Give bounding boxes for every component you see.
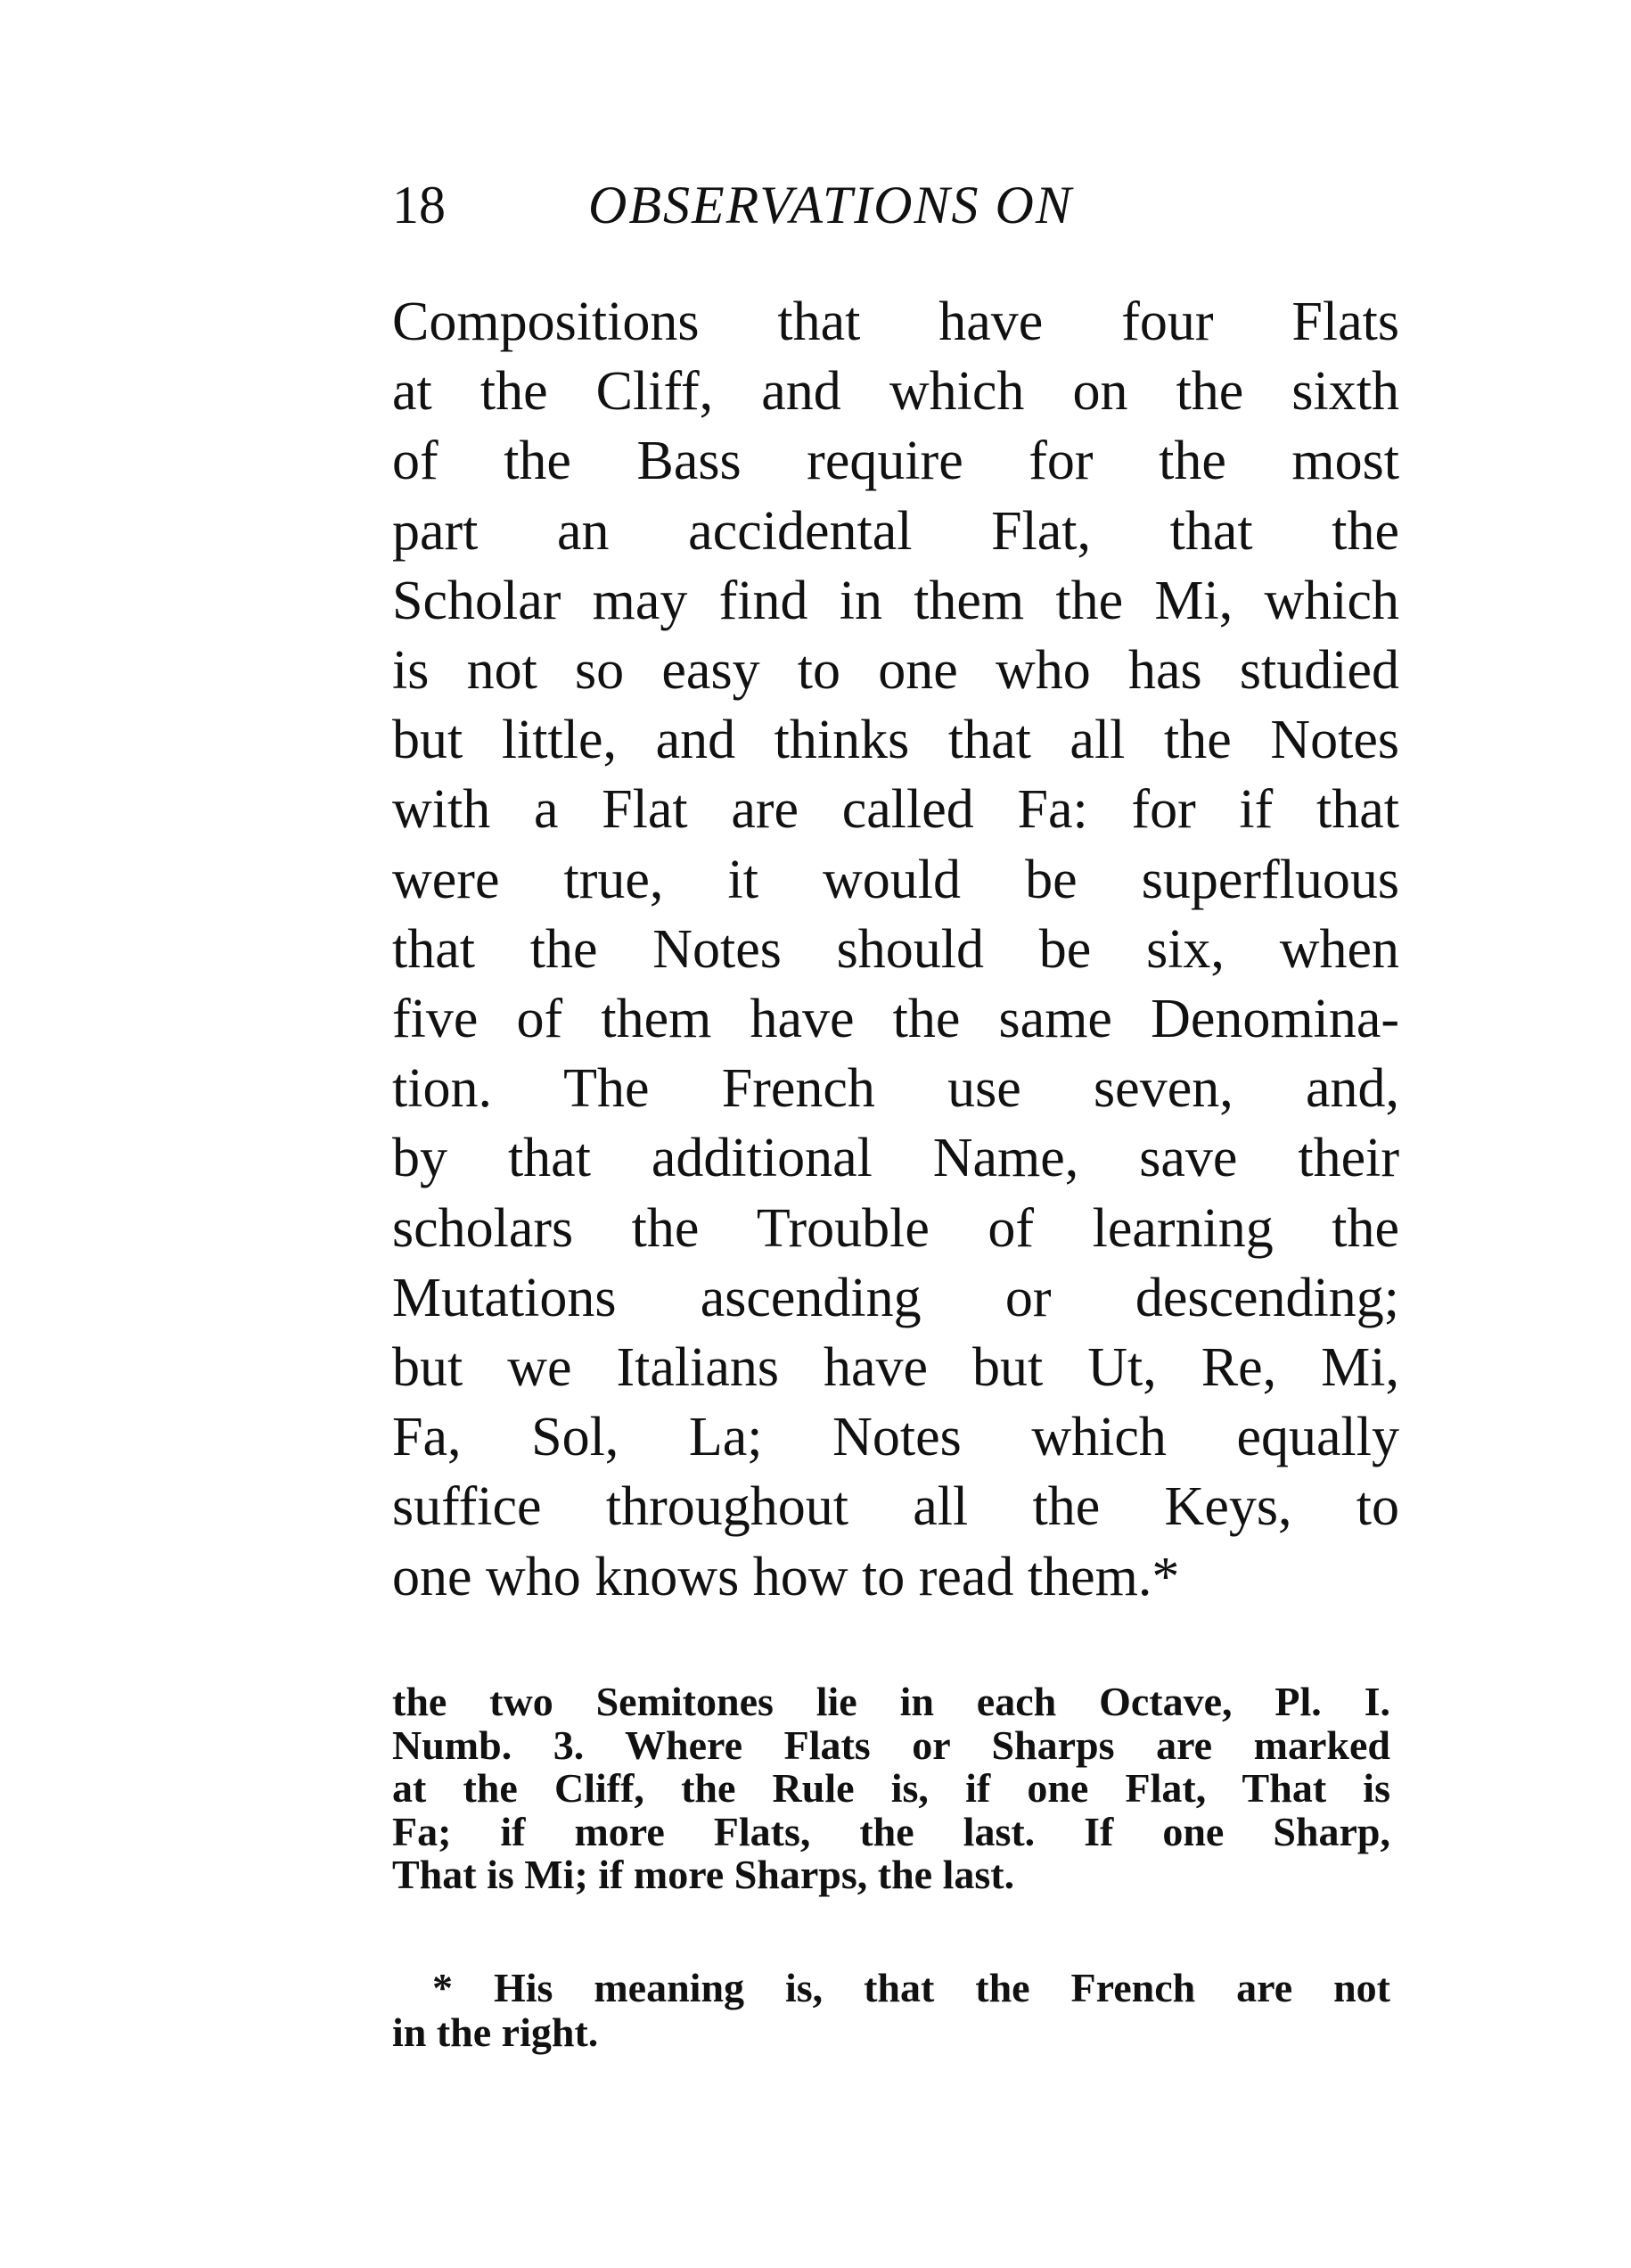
text-line: is not so easy to one who has studied <box>392 640 1399 702</box>
text-line: but we Italians have but Ut, Re, Mi, <box>392 1337 1399 1399</box>
text-line: that the Notes should be six, when <box>392 918 1399 980</box>
footnote-line: Fa; if more Flats, the last. If one Sharp, <box>392 1808 1390 1854</box>
footnote-line: That is Mi; if more Sharps, the last. <box>392 1852 1015 1897</box>
text-line: were true, it would be superfluous <box>392 849 1399 910</box>
footnote-continued <box>392 1680 1390 1897</box>
footnote-asterisk <box>392 1966 1390 2055</box>
text-line: Fa, Sol, La; Notes which equally <box>392 1407 1399 1468</box>
text-line: suffice throughout all the Keys, to <box>392 1476 1399 1538</box>
footnote-line: Numb. 3. Where Flats or Sharps are marked <box>392 1722 1390 1768</box>
text-line: scholars the Trouble of learning the <box>392 1197 1399 1259</box>
main-text <box>392 287 1399 1612</box>
text-line: Scholar may find in them the Mi, which <box>392 570 1399 631</box>
text-line: Compositions that have four Flats <box>392 292 1399 352</box>
footnote-line: at the Cliff, the Rule is, if one Flat, That is <box>392 1765 1390 1811</box>
text-line: five of them have the same Denomina- <box>392 989 1399 1050</box>
page-number: 18 <box>392 176 446 234</box>
footnote-line: the two Semitones lie in each Octave, Pl. I. <box>392 1679 1390 1724</box>
text-line: at the Cliff, and which on the sixth <box>392 361 1399 423</box>
footnote-line: * His meaning is, that the French are not <box>432 1965 1390 2010</box>
text-line: one who knows how to read them.* <box>392 1546 1180 1607</box>
text-line: by that additional Name, save their <box>392 1128 1399 1189</box>
text-line: part an accidental Flat, that the <box>392 500 1399 562</box>
page-header <box>392 169 1399 250</box>
text-line: Mutations ascending or descending; <box>392 1267 1399 1328</box>
text-line: but little, and thinks that all the Notes <box>392 710 1399 771</box>
text-line: with a Flat are called Fa: for if that <box>392 779 1399 841</box>
footnote-line: in the right. <box>392 2009 599 2055</box>
text-line: of the Bass require for the most <box>392 431 1399 492</box>
running-title: OBSERVATIONS ON <box>588 176 1073 234</box>
text-line: tion. The French use seven, and, <box>392 1058 1399 1120</box>
